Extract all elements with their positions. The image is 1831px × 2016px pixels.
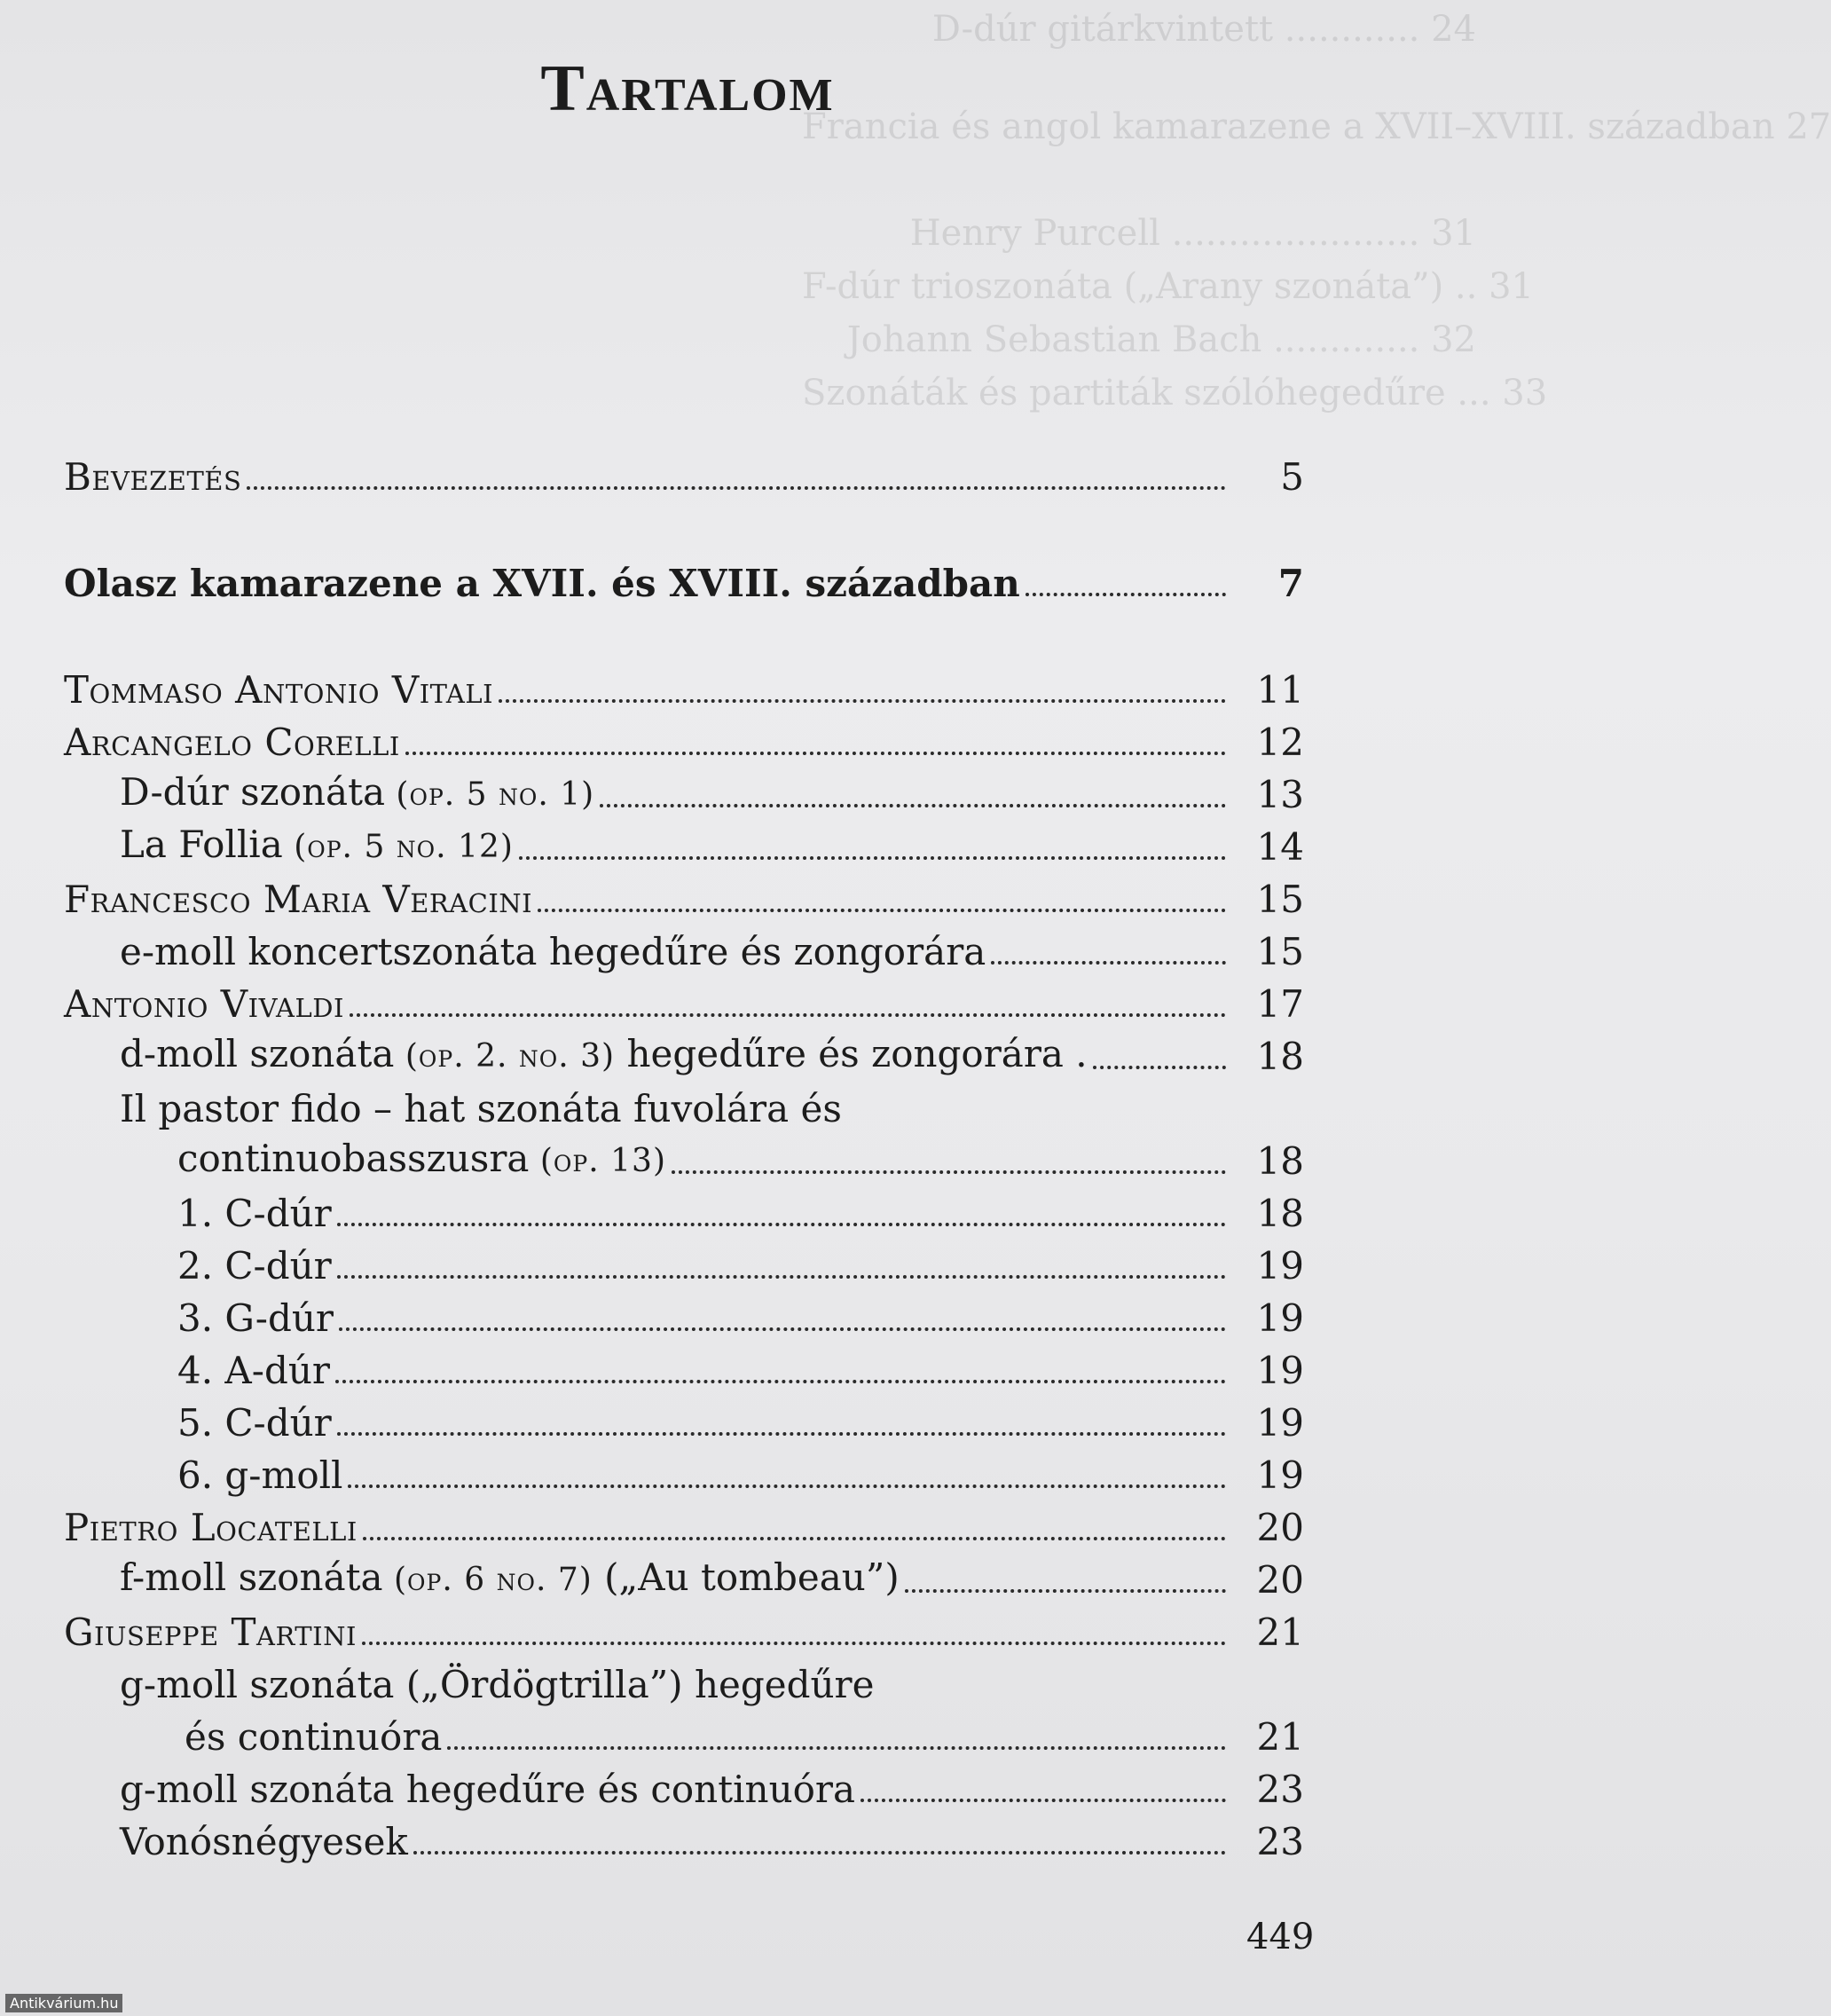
toc-entry-label: f-moll szonáta — [120, 1555, 383, 1599]
opus-reference: (op. 5 no. 12) — [282, 829, 514, 865]
opus-reference: (op. 2. no. 3) — [394, 1038, 616, 1075]
bleed-through-text: Francia és angol kamarazene a XVII–XVIII. században 27 — [802, 106, 1831, 147]
toc-entry-title — [120, 927, 991, 977]
dot-leader — [538, 909, 1226, 912]
toc-entry-label: Il pastor fido – hat szonáta fuvolára és — [120, 1087, 842, 1130]
toc-entry-title — [177, 1134, 672, 1186]
toc-entry — [64, 980, 1304, 1029]
toc-entry — [177, 1398, 1304, 1448]
toc-entry — [120, 1765, 1304, 1815]
toc-entry-label: Olasz kamarazene a XVII. és XVIII. században — [64, 562, 1020, 605]
toc-entry-title — [64, 718, 405, 768]
toc-entry-title — [64, 980, 350, 1029]
toc-entry-title — [120, 1084, 847, 1134]
toc-entry-label: 3. G-dúr — [177, 1296, 334, 1340]
toc-page-number: 20 — [1256, 1506, 1304, 1549]
toc-entry-label: Antonio Vivaldi — [64, 982, 344, 1026]
dot-leader — [337, 1223, 1226, 1226]
toc-page-number: 17 — [1256, 982, 1304, 1026]
toc-entry — [177, 1189, 1304, 1239]
toc-entry — [177, 1294, 1304, 1343]
toc-page-number: 11 — [1256, 668, 1304, 712]
toc-page-number: 19 — [1256, 1244, 1304, 1288]
toc-entry-label-suffix: hegedűre és zongorára . — [615, 1032, 1088, 1075]
toc-entry — [185, 1713, 1304, 1762]
page-title — [0, 51, 1375, 127]
toc-entry-label: Tommaso Antonio Vitali — [64, 668, 494, 712]
opus-reference: (op. 6 no. 7) — [382, 1562, 593, 1598]
page-number: 449 — [1246, 1917, 1315, 1957]
toc-entry-label: continuobasszusra — [177, 1137, 530, 1180]
toc-page-number: 23 — [1256, 1768, 1304, 1811]
toc-entry-label: g-moll szonáta („Ördögtrilla”) hegedűre — [120, 1663, 875, 1706]
toc-page-number: 13 — [1256, 773, 1304, 816]
opus-reference: (op. 5 no. 1) — [384, 776, 595, 813]
dot-leader — [405, 752, 1226, 755]
dot-leader — [447, 1746, 1226, 1750]
toc-entry-label: 4. A-dúr — [177, 1349, 330, 1392]
toc-entry-label: D-dúr szonáta — [120, 770, 385, 814]
toc-entry-label: 5. C-dúr — [177, 1401, 332, 1445]
toc-entry-label: e-moll koncertszonáta hegedűre és zongorára — [120, 930, 986, 973]
toc-entry-title — [120, 1660, 879, 1710]
toc-entry — [120, 770, 1304, 820]
dot-leader — [1026, 593, 1226, 596]
bleed-through-text: D-dúr gitárkvintett ............ 24 — [931, 9, 1476, 50]
toc-entry-title — [64, 665, 499, 715]
dot-leader — [363, 1537, 1226, 1540]
dot-leader — [1093, 1066, 1226, 1069]
toc-entry-label: Bevezetés — [64, 455, 242, 499]
toc-entry-label: 1. C-dúr — [177, 1192, 332, 1235]
toc-entry-title — [64, 559, 1026, 609]
toc-entry — [64, 1503, 1304, 1553]
toc-page-number: 15 — [1256, 930, 1304, 973]
toc-entry-label: és continuóra — [185, 1715, 443, 1759]
bleed-through-text: Johann Sebastian Bach ............. 32 — [846, 319, 1476, 360]
toc-entry-title — [120, 1817, 413, 1867]
dot-leader — [337, 1275, 1226, 1279]
toc-entry-label: g-moll szonáta hegedűre és continuóra — [120, 1768, 856, 1811]
bleed-through-text: F-dúr trioszonáta („Arany szonáta”) .. 31 — [802, 266, 1534, 307]
toc-entry-label: 6. g-moll — [177, 1453, 343, 1497]
dot-leader — [339, 1327, 1226, 1331]
toc-entry — [120, 1032, 1304, 1082]
toc-entry — [120, 927, 1304, 977]
dot-leader — [860, 1799, 1226, 1802]
toc-entry — [177, 1346, 1304, 1396]
toc-page-number: 19 — [1256, 1296, 1304, 1340]
toc-entry-label: 2. C-dúr — [177, 1244, 332, 1288]
toc-page-number: 14 — [1256, 825, 1304, 869]
toc-entry-label-suffix: („Au tombeau”) — [592, 1555, 900, 1599]
dot-leader — [600, 804, 1226, 807]
toc-entry-title — [177, 1189, 337, 1239]
toc-entry-label: Pietro Locatelli — [64, 1506, 358, 1549]
toc-entry — [120, 1660, 1304, 1710]
toc-entry-label: d-moll szonáta — [120, 1032, 395, 1075]
dot-leader — [362, 1642, 1226, 1645]
toc-entry-title — [177, 1241, 337, 1291]
toc-entry — [120, 823, 1304, 872]
toc-entry-title — [185, 1713, 447, 1762]
dot-leader — [672, 1170, 1226, 1174]
dot-leader — [348, 1484, 1226, 1488]
dot-leader — [247, 486, 1226, 490]
toc-entry — [177, 1241, 1304, 1291]
toc-entry — [120, 1555, 1304, 1605]
toc-page-number: 21 — [1256, 1610, 1304, 1654]
toc-page-number: 19 — [1256, 1401, 1304, 1445]
toc-entry-label: Giuseppe Tartini — [64, 1610, 357, 1654]
toc-page-number: 19 — [1256, 1453, 1304, 1497]
dot-leader — [519, 856, 1226, 860]
toc-entry-label: Arcangelo Corelli — [64, 721, 400, 764]
title-text: Tartalom — [540, 52, 835, 125]
toc-entry-title — [64, 875, 538, 925]
toc-page-number: 21 — [1256, 1715, 1304, 1759]
toc-entry — [177, 1451, 1304, 1500]
toc-entry-title — [120, 820, 519, 872]
toc-page-number: 23 — [1256, 1820, 1304, 1863]
dot-leader — [335, 1380, 1226, 1383]
toc-page-number: 5 — [1280, 455, 1304, 499]
toc-page-number: 12 — [1256, 721, 1304, 764]
toc-entry-title — [120, 1029, 1093, 1082]
dot-leader — [991, 961, 1226, 965]
toc-entry-title — [64, 1608, 362, 1658]
toc-page-number: 18 — [1256, 1139, 1304, 1183]
toc-entry-title — [177, 1346, 335, 1396]
toc-page-number: 18 — [1256, 1035, 1304, 1078]
toc-entry-title — [177, 1294, 339, 1343]
toc-entry-label: Vonósnégyesek — [120, 1820, 408, 1863]
toc-entry — [64, 875, 1304, 925]
dot-leader — [337, 1432, 1226, 1436]
toc-page-number: 7 — [1277, 562, 1304, 605]
dot-leader — [350, 1013, 1226, 1017]
toc-entry-title — [120, 1765, 860, 1815]
bleed-through-text: Henry Purcell ...................... 31 — [909, 213, 1476, 254]
toc-entry — [64, 559, 1304, 609]
dot-leader — [905, 1589, 1226, 1593]
toc-entry — [64, 453, 1304, 502]
toc-entry — [64, 718, 1304, 768]
toc-entry — [64, 665, 1304, 715]
toc-entry — [120, 1817, 1304, 1867]
toc-entry-label: La Follia — [120, 823, 283, 866]
dot-leader — [413, 1851, 1226, 1855]
bleed-through-text: Szonáták és partiták szólóhegedűre ... 33 — [802, 373, 1548, 413]
opus-reference: (op. 13) — [529, 1143, 666, 1179]
toc-entry — [120, 1084, 1304, 1134]
toc-page-number: 20 — [1256, 1558, 1304, 1602]
toc-entry-title — [64, 453, 247, 502]
watermark: Antikvárium.hu — [5, 1994, 122, 2012]
toc-page-number: 19 — [1256, 1349, 1304, 1392]
toc-entry-title — [64, 1503, 363, 1553]
toc-entry-title — [120, 1553, 905, 1605]
toc-page-number: 15 — [1256, 878, 1304, 921]
dot-leader — [499, 699, 1226, 703]
toc-entry — [177, 1137, 1304, 1186]
toc-entry-title — [177, 1398, 337, 1448]
toc-entry-label: Francesco Maria Veracini — [64, 878, 533, 921]
toc-entry-title — [120, 768, 600, 820]
toc-entry-title — [177, 1451, 348, 1500]
toc-page-number: 18 — [1256, 1192, 1304, 1235]
toc-entry — [64, 1608, 1304, 1658]
